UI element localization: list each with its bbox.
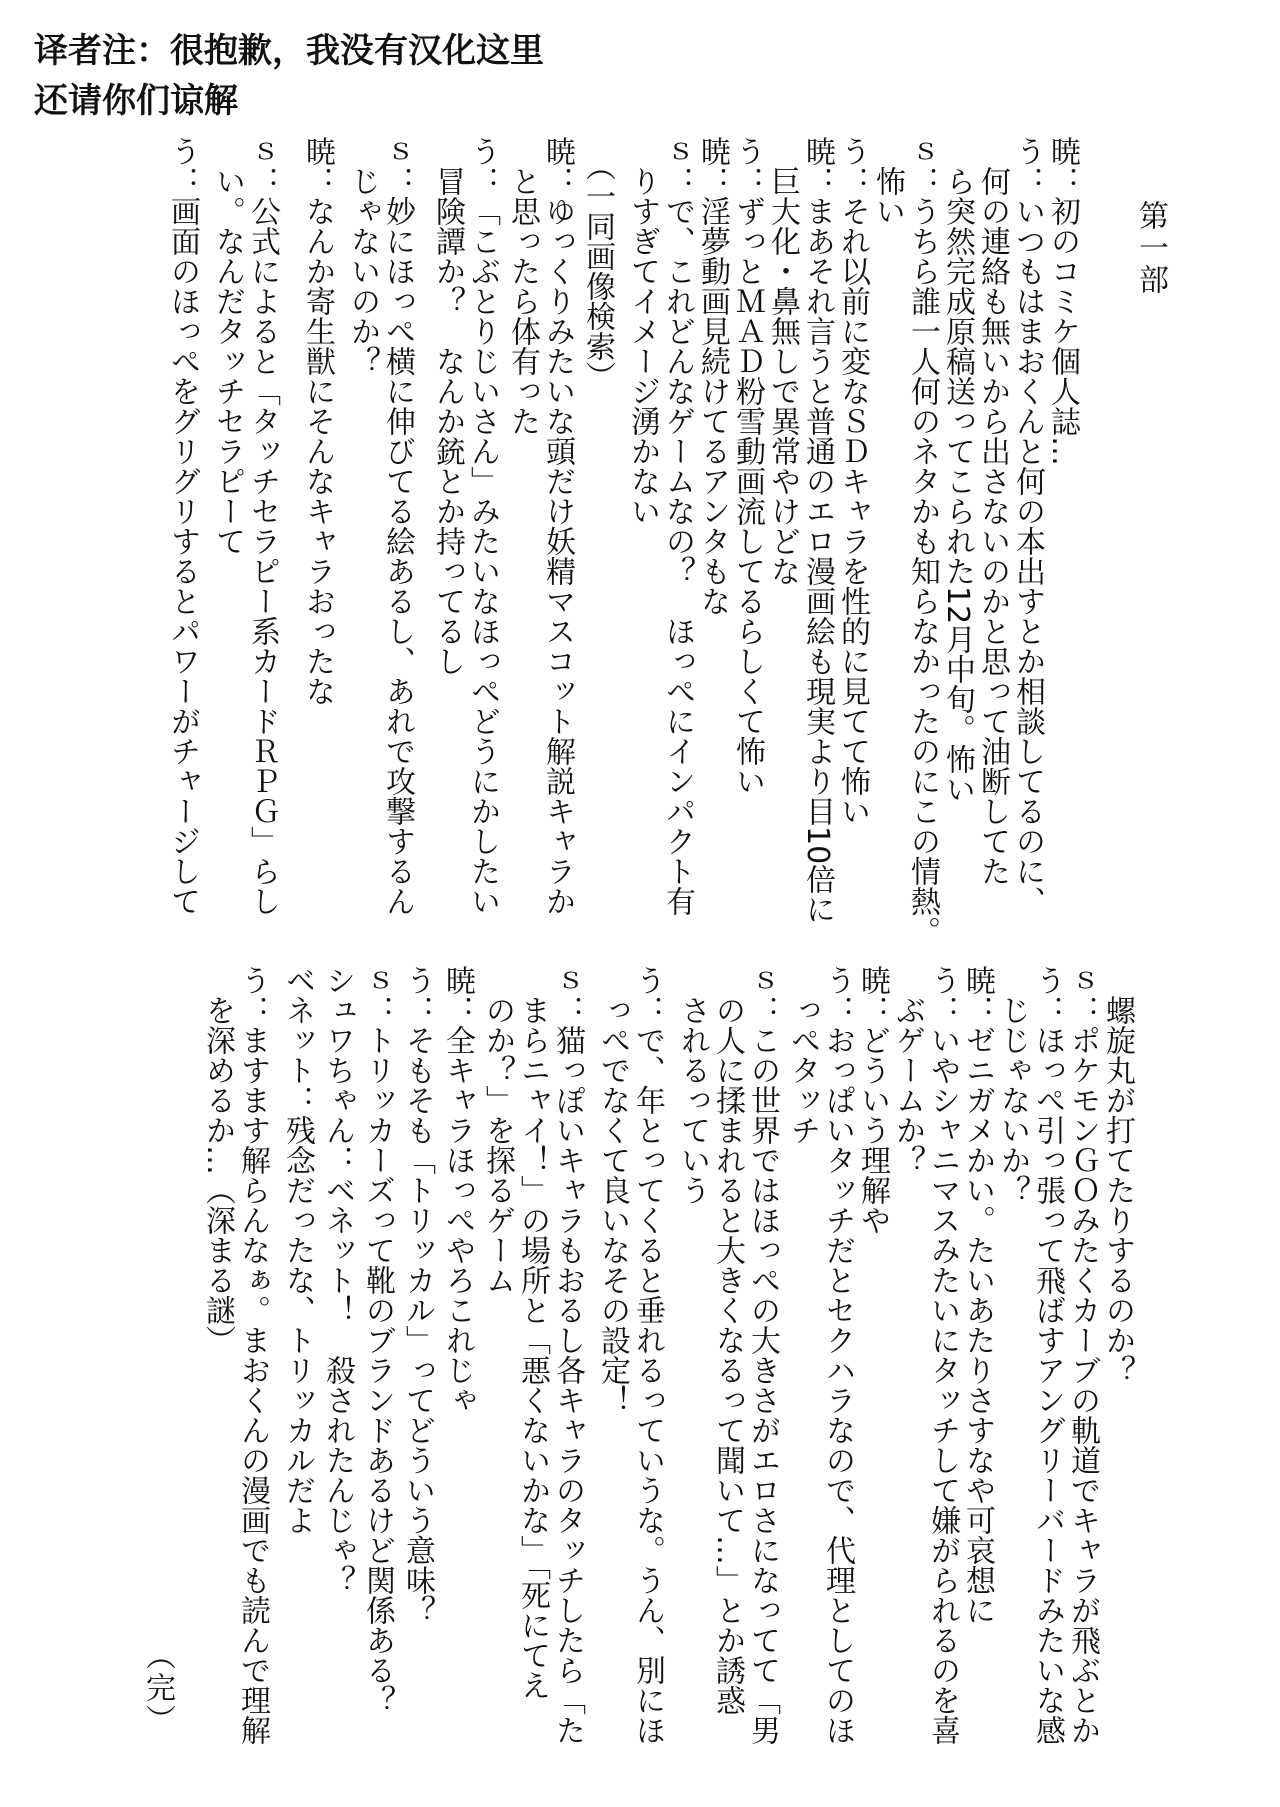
dialogue-line: されるっていう — [675, 965, 710, 1205]
dialogue-line: ぶゲームか？ — [890, 965, 925, 1175]
end-mark: （完） — [140, 1640, 175, 1736]
dialogue-line: う：ますます解らんなぁ。まおくんの漫画でも読んで理解 — [235, 965, 270, 1745]
dialogue-line: まらニャイ！」の場所と「悪くないかな」「死にてえ — [515, 965, 550, 1700]
dialogue-line: ｓ：ポケモンＧＯみたくカーブの軌道でキャラが飛ぶとか — [1065, 965, 1100, 1745]
dialogue-line: りすぎてイメージ湧かない — [625, 136, 660, 526]
dialogue-line: （一同画像検索） — [580, 136, 615, 391]
dialogue-line: 暁：初のコミケ個人誌… — [1045, 136, 1080, 466]
dialogue-line: 暁：ゆっくりみたいな頭だけ妖精マスコット解説キャラか — [540, 136, 575, 916]
dialogue-line: う：そもそも「トリッカル」ってどういう意味？ — [400, 965, 435, 1625]
dialogue-line: 螺旋丸が打てたりするのか？ — [1100, 965, 1135, 1385]
dialogue-line: を深めるか…（深まる謎） — [200, 965, 235, 1355]
dialogue-line: ｓ：猫っぽいキャラもおるし各キャラのタッチしたら「た — [550, 965, 585, 1745]
dialogue-line: じじゃないか？ — [995, 965, 1030, 1205]
dialogue-line: じゃないのか？ — [345, 136, 380, 376]
section-title: 第一部 — [1133, 200, 1168, 296]
translator-note-line-1: 译者注：很抱歉，我没有汉化这里 — [34, 31, 544, 71]
dialogue-line: ｓ：妙にほっぺ横に伸びてる絵あるし、あれで攻撃するん — [380, 136, 415, 916]
dialogue-line: い。なんだタッチセラピーて — [210, 136, 245, 556]
dialogue-line: の人に揉まれると大きくなるって聞いて…」とか誘惑 — [710, 965, 745, 1715]
dialogue-line: う：ほっぺ引っ張って飛ばすアングリーバードみたいな感 — [1030, 965, 1065, 1745]
translator-note-line-2: 还请你们谅解 — [34, 81, 238, 121]
dialogue-line: のか？」を探るゲーム — [480, 965, 515, 1295]
dialogue-line: 巨大化・鼻無しで異常やけどな — [765, 136, 800, 586]
dialogue-line: う：いつもはまおくんと何の本出すとか相談してるのに、 — [1010, 136, 1045, 916]
dialogue-line: シュワちゃん：ベネット！ 殺されたんじゃ？ — [320, 965, 355, 1595]
dialogue-line: 冒険譚か？ なんか銃とか持ってるし — [430, 136, 465, 676]
dialogue-line: う：それ以前に変なＳＤキャラを性的に見てて怖い — [835, 136, 870, 826]
dialogue-line: う：おっぱいタッチだとセクハラなので、代理としてのほ — [820, 965, 855, 1745]
dialogue-line: う：で、年とってくると垂れるっていうな。うん、別にほ — [630, 965, 665, 1745]
dialogue-line: 暁：なんか寄生獣にそんなキャラおったな — [300, 136, 335, 706]
dialogue-line: 暁：まあそれ言うと普通のエロ漫画絵も現実より目10倍に — [800, 136, 835, 925]
dialogue-line: う：「こぶとりじいさん」みたいなほっぺどうにかしたい — [465, 136, 500, 916]
dialogue-line: 暁：どういう理解や — [855, 965, 890, 1235]
dialogue-line: っぺタッチ — [785, 965, 820, 1145]
dialogue-line: ら突然完成原稿送ってこられた12月中旬。怖い — [940, 136, 975, 805]
dialogue-line: 暁：淫夢動画見続けてるアンタもな — [695, 136, 730, 616]
dialogue-line: 暁：全キャラほっぺやろこれじゃ — [440, 965, 475, 1415]
dialogue-line: ｓ：公式によると「タッチセラピー系カードＲＰＧ」らし — [245, 136, 280, 916]
dialogue-line: ベネット：残念だったな、トリッカルだよ — [280, 965, 315, 1535]
dialogue-line: 怖い — [870, 136, 905, 226]
dialogue-line: 何の連絡も無いから出さないのかと思って油断してた — [975, 136, 1010, 886]
dialogue-line: う：ずっとＭＡＤ粉雪動画流してるらしくて怖い — [730, 136, 765, 796]
dialogue-line: ｓ：この世界ではほっぺの大きさがエロさになってて「男 — [745, 965, 780, 1745]
dialogue-line: 暁：ゼニガメかい。たいあたりさすなや可哀想に — [960, 965, 995, 1625]
dialogue-line: ｓ：で、これどんなゲームなの？ ほっぺにインパクト有 — [660, 136, 695, 916]
dialogue-line: う：画面のほっぺをグリグリするとパワーがチャージして — [165, 136, 200, 916]
translator-note — [34, 26, 544, 126]
dialogue-line: と思ったら体有った — [505, 136, 540, 436]
dialogue-line: う：いやシャニマスみたいにタッチして嫌がられるのを喜 — [925, 965, 960, 1745]
dialogue-line: ｓ：うちら誰一人何のネタかも知らなかったのにこの情熱。 — [905, 136, 940, 946]
dialogue-line: ｓ：トリッカーズって靴のブランドあるけど関係ある？ — [360, 965, 395, 1715]
dialogue-line: っぺでなくて良いなその設定！ — [595, 965, 630, 1415]
